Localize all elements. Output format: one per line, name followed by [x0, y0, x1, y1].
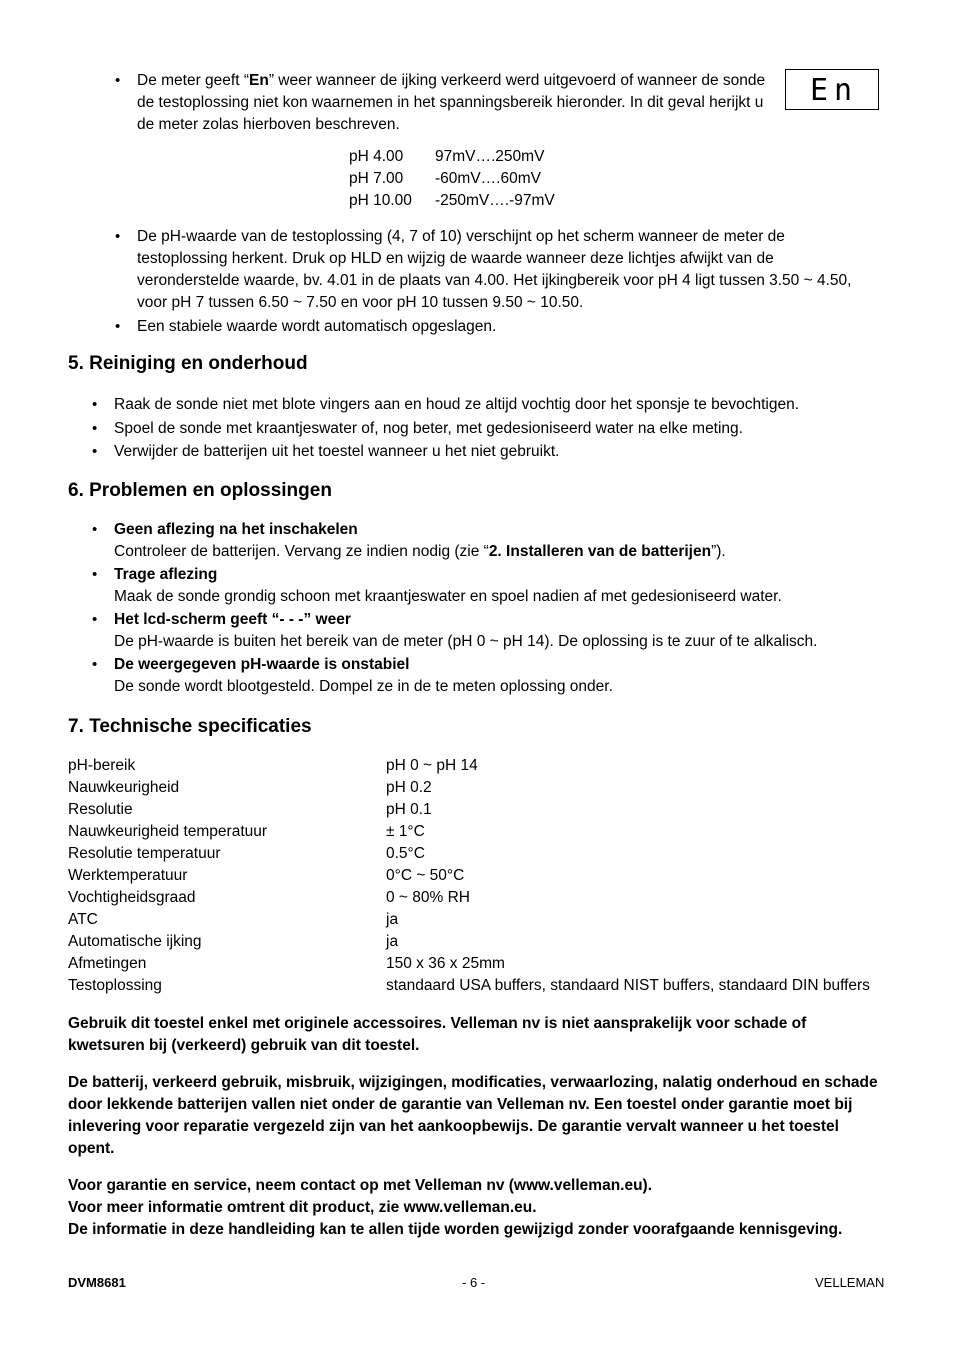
notice-accessories: Gebruik dit toestel enkel met originele accessoires. Velleman nv is niet aansprakelijk voor schade of kwetsuren bij (verkeerd) gebruik van dit toestel.	[68, 1015, 807, 1054]
intro-bullet-list	[137, 70, 772, 136]
section-6-title: 6. Problemen en oplossingen	[68, 480, 332, 501]
solution-text: De pH-waarde is buiten het bereik van de meter (pH 0 ~ pH 14). De oplossing is te zuur of te alkalisch.	[114, 633, 818, 650]
calibration-ph: pH 7.00	[349, 170, 404, 187]
spec-row	[68, 777, 898, 799]
footer-model: DVM8681	[68, 1275, 126, 1290]
spec-row	[68, 931, 898, 953]
spec-label: Afmetingen	[68, 955, 147, 972]
spec-row	[68, 865, 898, 887]
spec-label: ATC	[68, 911, 98, 928]
intro-text-post: ” weer wanneer de ijking verkeerd werd uitgevoerd of wanneer de sonde de testoplossing niet kon waarnemen in het spanningsbereik hieronder. In dit geval herijkt u de meter zolas hierboven beschreven.	[137, 72, 766, 133]
intro-text-bold: En	[249, 72, 269, 89]
problem-title: • De weergegeven pH-waarde is onstabiel	[114, 656, 410, 673]
solution-text: Maak de sonde grondig schoon met kraantjeswater en spoel nadien af met gedesioniseerd water.	[114, 588, 782, 605]
intro-bullet	[137, 70, 772, 136]
spec-value: 0°C ~ 50°C	[386, 867, 465, 884]
spec-table	[68, 755, 898, 997]
spec-row	[68, 843, 898, 865]
notice-contact	[68, 1175, 898, 1241]
spec-label: Resolutie	[68, 801, 133, 818]
problem-item	[114, 564, 894, 608]
spec-value: 0 ~ 80% RH	[386, 889, 471, 906]
notice-line: Voor garantie en service, neem contact op met Velleman nv (www.velleman.eu).	[68, 1177, 653, 1194]
spec-label: Werktemperatuur	[68, 867, 188, 884]
spec-row	[68, 821, 898, 843]
spec-row	[68, 953, 898, 975]
lcd-display-text: En	[810, 73, 859, 108]
spec-label: Vochtigheidsgraad	[68, 889, 196, 906]
list-item: • Een stabiele waarde wordt automatisch opgeslagen.	[137, 316, 872, 338]
spec-value: 0.5°C	[386, 845, 425, 862]
spec-row	[68, 887, 898, 909]
spec-row	[68, 755, 898, 777]
list-item: • Spoel de sonde met kraantjeswater of, nog beter, met gedesioniseerd water na elke meting.	[114, 418, 894, 440]
calibration-bullets	[137, 226, 872, 340]
lcd-display-image	[785, 69, 879, 110]
problem-solution	[114, 676, 894, 698]
notice-line: De informatie in deze handleiding kan te allen tijde worden gewijzigd zonder voorafgaande kennisgeving.	[68, 1221, 843, 1238]
intro-text-pre: De meter geeft “	[137, 72, 249, 89]
spec-value: pH 0.2	[386, 779, 432, 796]
spec-label: Nauwkeurigheid temperatuur	[68, 823, 268, 840]
problem-item	[114, 609, 894, 653]
problem-title: • Het lcd-scherm geeft “- - -” weer	[114, 611, 351, 628]
calibration-range: 97mV….250mV	[435, 148, 545, 165]
spec-label: Nauwkeurigheid	[68, 779, 180, 796]
lcd-en-icon	[786, 70, 880, 111]
section-7-title: 7. Technische specificaties	[68, 716, 312, 737]
calibration-range: -60mV….60mV	[435, 170, 541, 187]
list-item: • Verwijder de batterijen uit het toestel wanneer u het niet gebruikt.	[114, 441, 894, 463]
spec-value: standaard USA buffers, standaard NIST buffers, standaard DIN buffers	[386, 977, 870, 994]
footer-brand: VELLEMAN	[815, 1275, 885, 1290]
spec-label: Resolutie temperatuur	[68, 845, 221, 862]
notice-line: Voor meer informatie omtrent dit product, zie www.velleman.eu.	[68, 1199, 537, 1216]
problem-item	[114, 519, 894, 563]
problem-solution	[114, 631, 894, 653]
calibration-row	[349, 190, 555, 212]
calibration-row	[349, 168, 555, 190]
section-5-title: 5. Reiniging en onderhoud	[68, 353, 308, 374]
spec-value: ± 1°C	[386, 823, 425, 840]
calibration-ph: pH 10.00	[349, 192, 412, 209]
calibration-row	[349, 146, 555, 168]
problem-solution	[114, 586, 894, 608]
footer-page-number: - 6 -	[462, 1275, 486, 1290]
spec-label: Testoplossing	[68, 977, 162, 994]
problem-item	[114, 654, 894, 698]
problem-title: • Trage aflezing	[114, 566, 218, 583]
notice-warranty: De batterij, verkeerd gebruik, misbruik, wijzigingen, modificaties, verwaarlozing, nalatig onderhoud en schade door lekkende batterijen vallen niet onder de garantie van Velleman nv. Een toestel onder garantie moet bij inlevering voor reparatie vergezeld zijn van het aankoopbewijs. De garantie vervalt wanneer u het toestel opent.	[68, 1074, 878, 1157]
spec-row	[68, 799, 898, 821]
spec-value: ja	[386, 911, 399, 928]
problem-solution	[114, 541, 894, 563]
calibration-ph: pH 4.00	[349, 148, 404, 165]
spec-row	[68, 909, 898, 931]
spec-row	[68, 975, 898, 997]
calibration-range: -250mV….-97mV	[435, 192, 555, 209]
spec-value: ja	[386, 933, 399, 950]
spec-value: pH 0 ~ pH 14	[386, 757, 478, 774]
calibration-table	[349, 146, 555, 212]
list-item: • Raak de sonde niet met blote vingers aan en houd ze altijd vochtig door het sponsje te bevochtigen.	[114, 394, 894, 416]
spec-value: pH 0.1	[386, 801, 432, 818]
spec-label: Automatische ijking	[68, 933, 202, 950]
spec-value: 150 x 36 x 25mm	[386, 955, 505, 972]
solution-text-end: ”).	[711, 543, 726, 560]
list-item: • De pH-waarde van de testoplossing (4, 7 of 10) verschijnt op het scherm wanneer de meter de testoplossing herkent. Druk op HLD en wijzig de waarde wanneer deze lichtjes afwijkt van de veronderstelde waarde, bv. 4.01 in de plaats van 4.00. Het ijkingbereik voor pH 4 ligt tussen 3.50 ~ 4.50, voor pH 7 tussen 6.50 ~ 7.50 en voor pH 10 tussen 9.50 ~ 10.50.	[137, 226, 872, 314]
section-6-list	[114, 519, 894, 699]
spec-label: pH-bereik	[68, 757, 136, 774]
problem-title: • Geen aflezing na het inschakelen	[114, 521, 358, 538]
section-5-list	[114, 394, 894, 465]
solution-text: Controleer de batterijen. Vervang ze indien nodig (zie “	[114, 543, 489, 560]
solution-text: De sonde wordt blootgesteld. Dompel ze in de te meten oplossing onder.	[114, 678, 613, 695]
solution-bold: 2. Installeren van de batterijen	[488, 543, 712, 560]
